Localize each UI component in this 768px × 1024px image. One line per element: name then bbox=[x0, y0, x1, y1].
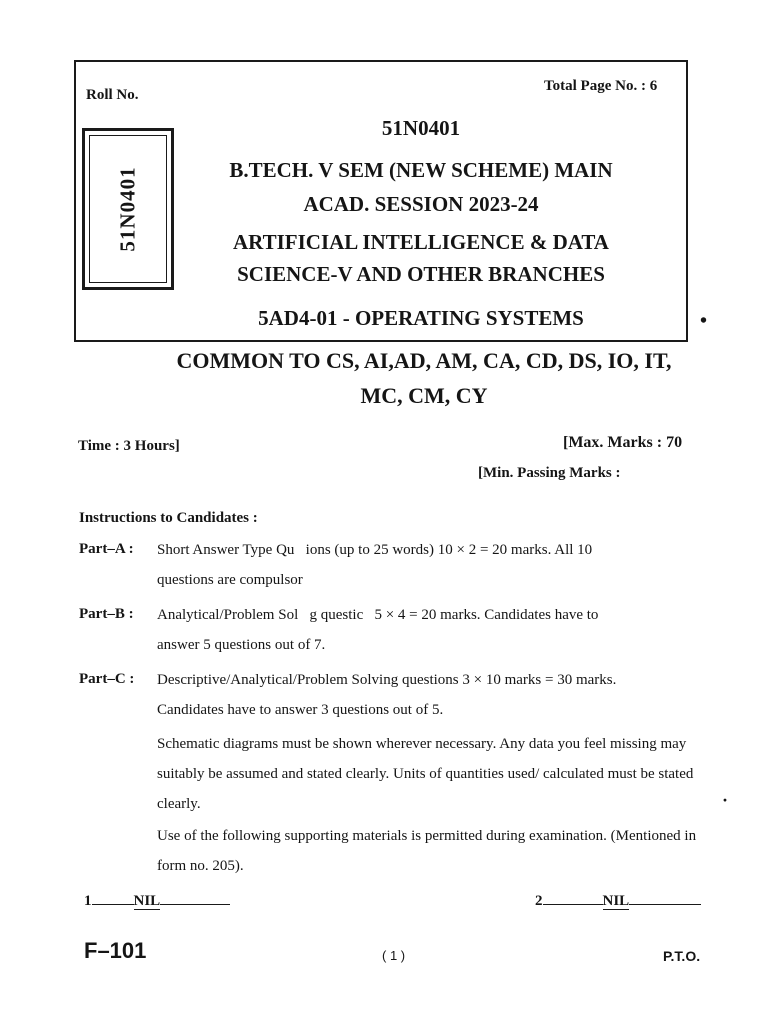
margin-dot: • bbox=[700, 310, 708, 332]
branch-line-1: ARTIFICIAL INTELLIGENCE & DATA bbox=[233, 230, 609, 254]
material-1-blank-left bbox=[92, 890, 134, 905]
branch-line-2: SCIENCE-V AND OTHER BRANCHES bbox=[237, 262, 605, 286]
total-pages: Total Page No. : 6 bbox=[544, 78, 658, 94]
part-b-line-1: Analytical/Problem Sol g questic 5 × 4 = 20 marks. Candidates have to bbox=[157, 607, 599, 623]
part-b-text bbox=[157, 600, 707, 660]
common-branches-line-1: COMMON TO CS, AI,AD, AM, CA, CD, DS, IO, IT, bbox=[176, 348, 672, 373]
instructions-heading: Instructions to Candidates : bbox=[79, 510, 258, 526]
material-2-blank-right bbox=[629, 890, 701, 905]
material-1-value: NIL bbox=[133, 893, 161, 909]
part-c-line-2: Candidates have to answer 3 questions out of 5. bbox=[157, 702, 444, 718]
material-2-blank-left bbox=[543, 890, 603, 905]
part-a-label: Part–A : bbox=[79, 541, 134, 557]
material-1-number: 1 bbox=[84, 893, 92, 909]
time-allowed: Time : 3 Hours] bbox=[78, 438, 180, 454]
min-passing-marks: [Min. Passing Marks : bbox=[478, 465, 621, 481]
materials-instructions: Use of the following supporting materials is permitted during examination. (Mentioned in form no. 205). bbox=[157, 828, 697, 874]
part-c-label: Part–C : bbox=[79, 671, 135, 687]
subject-title: 5AD4-01 - OPERATING SYSTEMS bbox=[258, 306, 584, 330]
common-branches-line-2: MC, CM, CY bbox=[360, 383, 488, 408]
form-code: F–101 bbox=[84, 938, 147, 963]
part-b-line-2: answer 5 questions out of 7. bbox=[157, 637, 326, 653]
paper-code-vertical: 51N0401 bbox=[115, 166, 140, 252]
paper-code-box bbox=[82, 128, 174, 290]
paper-code: 51N0401 bbox=[381, 116, 461, 140]
roll-no-label: Roll No. bbox=[86, 87, 139, 103]
material-2-value: NIL bbox=[602, 893, 630, 909]
margin-dot-2: · bbox=[722, 790, 729, 810]
schematic-instructions: Schematic diagrams must be shown wherever necessary. Any data you feel missing may suitably be assumed and stated clearly. Units of quantities used/ calculated must be stated clearly. bbox=[157, 736, 694, 812]
please-turn-over: P.T.O. bbox=[663, 948, 701, 964]
page-number: ( 1 ) bbox=[382, 948, 406, 963]
part-a-line-2: questions are compulsor bbox=[157, 572, 303, 588]
academic-session: ACAD. SESSION 2023-24 bbox=[303, 192, 539, 216]
part-a-line-1: Short Answer Type Qu ions (up to 25 words) 10 × 2 = 20 marks. All 10 bbox=[157, 542, 593, 558]
max-marks: [Max. Marks : 70 bbox=[563, 434, 683, 451]
material-2-number: 2 bbox=[535, 893, 543, 909]
material-item-2 bbox=[535, 890, 701, 910]
material-item-1 bbox=[84, 890, 230, 910]
exam-title: B.TECH. V SEM (NEW SCHEME) MAIN bbox=[229, 158, 613, 182]
material-1-blank-right bbox=[160, 890, 230, 905]
part-a-text bbox=[157, 535, 707, 595]
part-b-label: Part–B : bbox=[79, 606, 134, 622]
part-c-text bbox=[157, 665, 707, 725]
part-c-line-1: Descriptive/Analytical/Problem Solving questions 3 × 10 marks = 30 marks. bbox=[157, 672, 617, 688]
